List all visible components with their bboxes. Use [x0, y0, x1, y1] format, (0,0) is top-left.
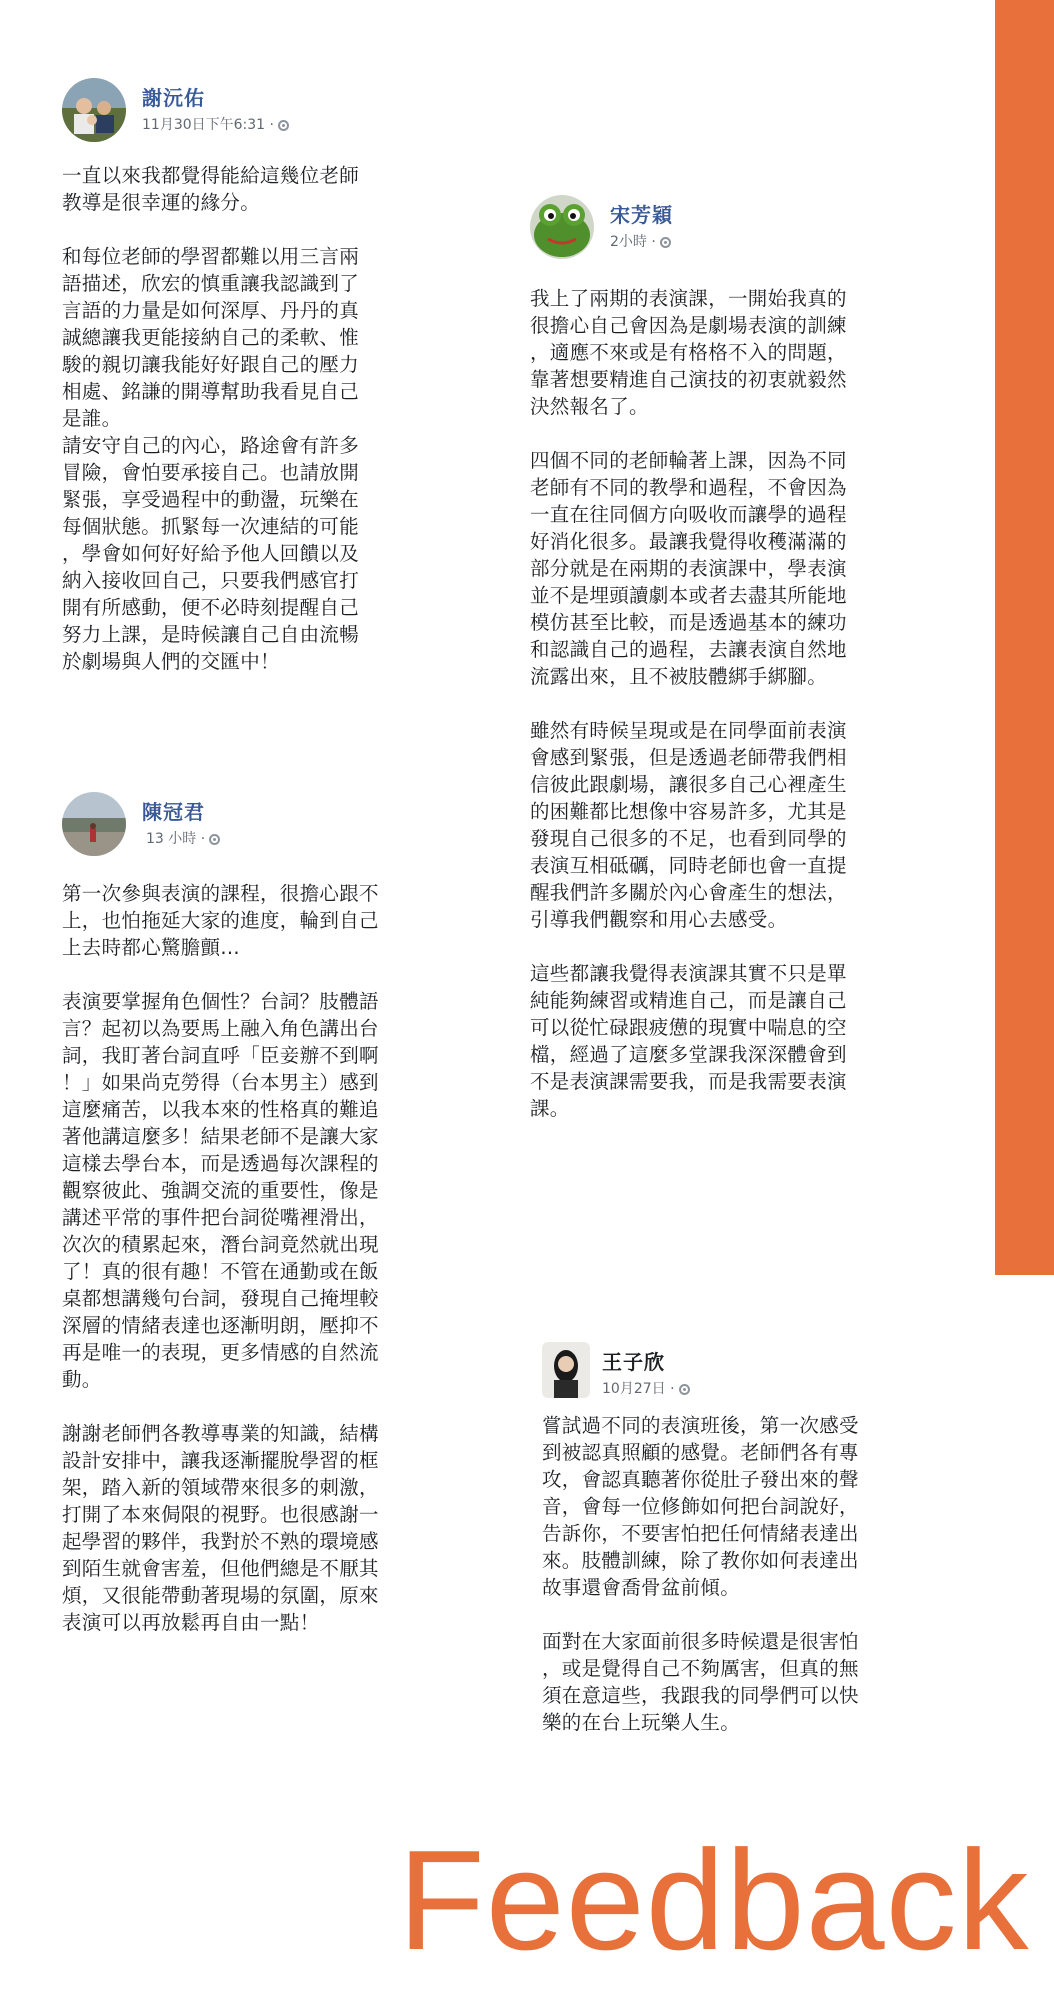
post-paragraph: 表演要掌握角色個性？台詞？肢體語 言？起初以為要馬上融入角色講出台 詞，我盯著台詞直呼「臣妾辦不到啊 ！」如果尚克勞得（台本男主）感到 這麼痛苦，以我本來的性格真的難追 著他講這麼多！結果老師不是讓大家 這樣去學台本，而是透過每次課程的 觀察彼此、強調交流的重要性，像是 講述平常的事件把台詞從嘴裡滑出， 次次的積累起來，潛台詞竟然就出現 了！真的很有趣！不管在通勤或在飯 桌都想講幾句台詞，發現自己掩埋較 深層的情緒表達也逐漸明朗，壓抑不 再是唯一的表現，更多情感的自然流 動。 [62, 990, 379, 1391]
post-card [542, 1342, 922, 1736]
globe-icon [278, 120, 289, 131]
post-header [530, 195, 930, 265]
globe-icon [209, 834, 220, 845]
portrait-avatar[interactable] [542, 1342, 590, 1398]
post-paragraph: 一直以來我都覺得能給這幾位老師 教導是很幸運的緣分。 [62, 164, 360, 214]
post-meta [610, 231, 671, 251]
post-paragraph: 這些都讓我覺得表演課其實不只是單 純能夠練習或精進自己，而是讓自己 可以從忙碌跟疲憊的現實中喘息的空 檔，經過了這麼多堂課我深深體會到 不是表演課需要我，而是我需要表演 課。 [530, 962, 847, 1120]
author-name[interactable]: 謝沅佑 [142, 86, 205, 110]
post-paragraph: 第一次參與表演的課程，很擔心跟不 上，也怕拖延大家的進度，輪到自己 上去時都心驚膽顫... [62, 882, 379, 959]
frog-avatar[interactable] [530, 195, 594, 259]
globe-icon [679, 1384, 690, 1395]
post-header [62, 78, 442, 148]
post-meta [142, 114, 289, 134]
post-meta [602, 1378, 690, 1398]
post-timestamp[interactable]: 11月30日下午6:31 · [142, 117, 274, 133]
group-photo-avatar[interactable] [62, 78, 126, 142]
globe-icon [660, 237, 671, 248]
post-header [542, 1342, 922, 1412]
post-paragraph: 嘗試過不同的表演班後，第一次感受 到被認真照顧的感覺。老師們各有專 攻，會認真聽著你從肚子發出來的聲 音，會每一位修飾如何把台詞說好， 告訴你，不要害怕把任何情緒表達出 來。肢體訓練，除了教你如何表達出 故事還會喬骨盆前傾。 [542, 1414, 859, 1599]
post-meta [146, 828, 220, 848]
author-name[interactable]: 王子欣 [602, 1350, 665, 1374]
author-name[interactable]: 宋芳穎 [610, 203, 673, 227]
post-timestamp[interactable]: 13 小時 · [146, 831, 206, 847]
post-paragraph: 我上了兩期的表演課，一開始我真的 很擔心自己會因為是劇場表演的訓練 ，適應不來或是有格格不入的問題， 靠著想要精進自己演技的初衷就毅然 決然報名了。 [530, 287, 847, 418]
author-name[interactable]: 陳冠君 [142, 800, 205, 824]
post-card [530, 195, 930, 1122]
landscape-avatar[interactable] [62, 792, 126, 856]
post-card [62, 78, 442, 675]
post-timestamp[interactable]: 10月27日 · [602, 1381, 675, 1397]
post-header [62, 792, 452, 862]
post-paragraph: 雖然有時候呈現或是在同學面前表演 會感到緊張，但是透過老師帶我們相 信彼此跟劇場，讓很多自己心裡產生 的困難都比想像中容易許多，尤其是 發現自己很多的不足，也看到同學的 表演互相砥礪，同時老師也會一直提 醒我們許多關於內心會產生的想法， 引導我們觀察和用心去感受。 [530, 719, 847, 931]
post-paragraph: 謝謝老師們各教導專業的知識，結構 設計安排中，讓我逐漸擺脫學習的框 架，踏入新的領域帶來很多的刺激， 打開了本來侷限的視野。也很感謝一 起學習的夥伴，我對於不熟的環境感 到陌生就會害羞，但他們總是不厭其 煩，又很能帶動著現場的氛圍，原來 表演可以再放鬆再自由一點！ [62, 1422, 379, 1634]
post-paragraph: 和每位老師的學習都難以用三言兩 語描述，欣宏的慎重讓我認識到了 言語的力量是如何深厚、丹丹的真 誠總讓我更能接納自己的柔軟、惟 駿的親切讓我能好好跟自己的壓力 相處、銘謙的開導幫助我看見自己 是誰。 請安守自己的內心，路途會有許多 冒險，會怕要承接自己。也請放開 緊張，享受過程中的動盪，玩樂在 每個狀態。抓緊每一次連結的可能 ，學會如何好好給予他人回饋以及 納入接收回自己，只要我們感官打 開有所感動，便不必時刻提醒自己 努力上課，是時候讓自己自由流暢 於劇場與人們的交匯中！ [62, 245, 360, 673]
post-paragraph: 四個不同的老師輪著上課，因為不同 老師有不同的教學和過程，不會因為 一直在往同個方向吸收而讓學的過程 好消化很多。最讓我覺得收穫滿滿的 部分就是在兩期的表演課中，學表演 並不是埋頭讀劇本或者去盡其所能地 模仿甚至比較，而是透過基本的練功 和認識自己的過程，去讓表演自然地 流露出來，且不被肢體綁手綁腳。 [530, 449, 847, 688]
post-card [62, 792, 452, 1636]
feedback-title: Feedback [398, 1821, 1030, 1980]
post-paragraph: 面對在大家面前很多時候還是很害怕 ，或是覺得自己不夠厲害，但真的無 須在意這些，我跟我的同學們可以快 樂的在台上玩樂人生。 [542, 1630, 859, 1734]
accent-bar [995, 0, 1054, 1275]
post-timestamp[interactable]: 2小時 · [610, 234, 656, 250]
